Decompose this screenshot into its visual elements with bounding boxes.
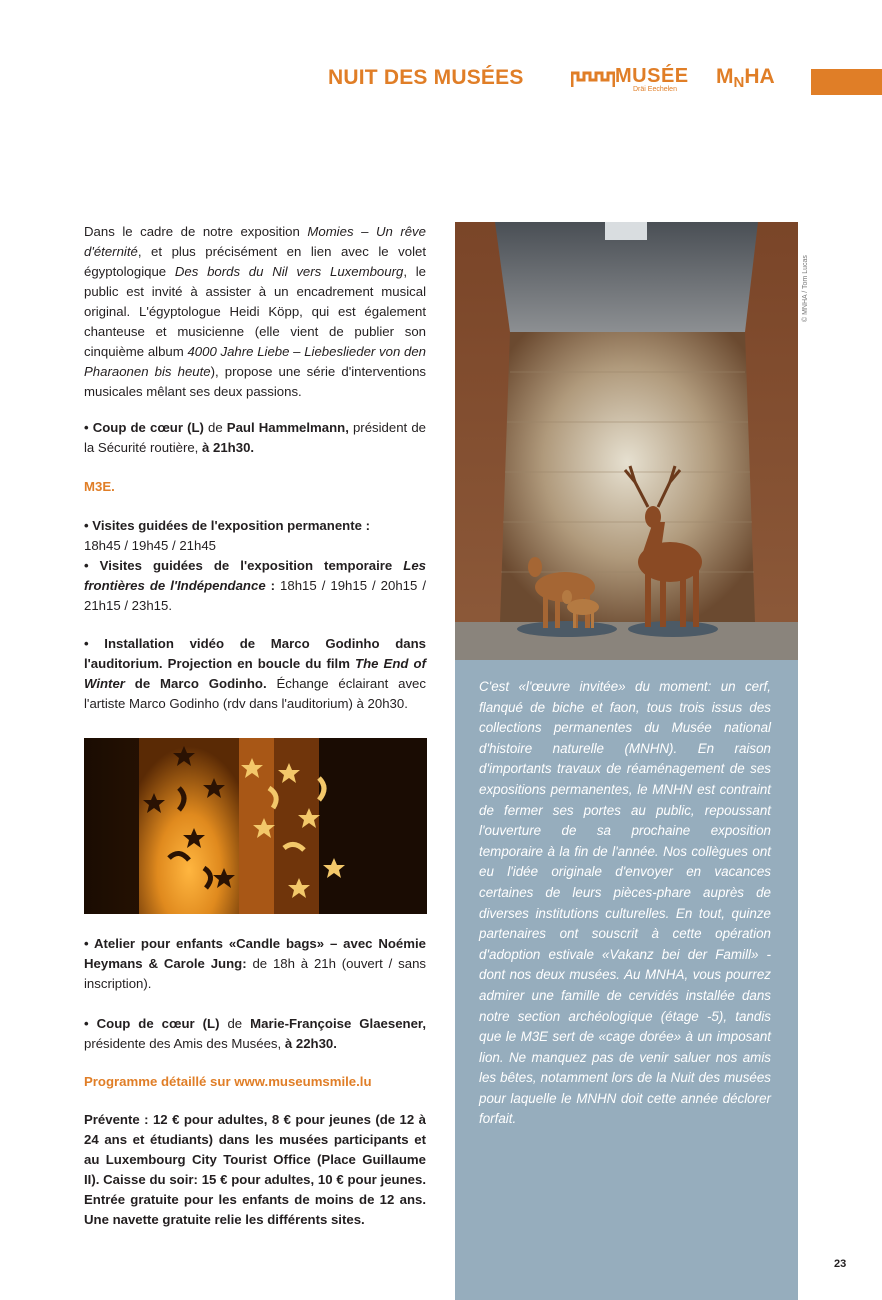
mnha-logo-n: N <box>733 74 745 91</box>
section-title: NUIT DES MUSÉES <box>328 66 524 89</box>
musee-logo-sub: Dräi Eechelen <box>633 86 677 93</box>
intro-paragraph: Dans le cadre de notre exposition Momies – Un rêve d'éternité, et plus précisément en lien avec le volet égyptologique Des bords du Nil vers Luxembourg, le public est invité à assister à un encadrement musical original. L'égyptologue Heidi Köpp, qui est également chanteuse et musicienne (elle vient de publier son cinquième album 4000 Jahre Liebe – Liebeslieder von den Pharaonen bis heute), propose une série d'interventions musicales mêlant ses deux passions. <box>84 224 427 399</box>
deer-exhibit-photo <box>455 222 798 660</box>
programme-link[interactable]: Programme détaillé sur www.museumsmile.lu <box>84 1074 372 1089</box>
page-number: 23 <box>834 1258 847 1270</box>
sidebar-text: C'est «l'œuvre invitée» du moment: un cerf, flanqué de biche et faon, tous trois issus des collections permanentes du Musée national d'histoire naturelle (MNHN). En raison d'importants travaux de réaménagement de ses expositions permanentes, le MNHN est contraint de fermer ses portes au public, repoussant l'ouverture de sa prochaine exposition temporaire à la fin de l'année. Nos collègues ont eu l'idée originale d'envoyer en vacances certaines de leurs pièces-phare auprès de diverses institutions culturelles. En tout, quinze partenaires ont souscrit à cette opération d'adoption estivale «Vakanz bei der Famill» - dont nos deux musées. Au MNHA, vous pourrez admirer une famille de cervidés installée dans notre section archéologique (étage -5), tandis que le M3E sert de «cage dorée» à un imposant lion. Ne manquez pas de venir saluer nos amis les bêtes, notamment lors de la Nuit des musées pour laquelle le MNHN doit cette année déclorer forfait. <box>479 679 771 1127</box>
installation-video: • Installation vidéo de Marco Godinho dans l'auditorium. Projection en boucle du film The End of Winter de Marco Godinho. Échange éclairant avec l'artiste Marco Godinho (rdv dans l'auditorium) à 20h30. <box>84 636 426 711</box>
coup-de-coeur-glaesener: • Coup de cœur (L) de Marie-Françoise Glaesener, présidente des Amis des Musées, à 22h30. <box>84 1016 426 1051</box>
mnha-logo-m: M <box>716 65 734 88</box>
mnha-logo-ha: HA <box>744 65 775 88</box>
header-accent-bar <box>811 69 882 95</box>
musee-logo <box>571 66 701 96</box>
atelier-enfants: • Atelier pour enfants «Candle bags» – avec Noémie Heymans & Carole Jung: de 18h à 21h (ouvert / sans inscription). <box>84 936 426 991</box>
candle-bag-photo <box>84 738 427 914</box>
visites-permanente: • Visites guidées de l'exposition permanente : 18h45 / 19h45 / 21h45 <box>84 518 370 553</box>
photo-credit: © MNHA / Tom Lucas <box>802 255 809 322</box>
visites-temporaire: • Visites guidées de l'exposition temporaire Les frontières de l'Indépendance : 18h15 / 19h15 / 20h15 / 21h15 / 23h15. <box>84 558 426 613</box>
mnha-logo <box>716 65 775 89</box>
coup-de-coeur-hammelmann: • Coup de cœur (L) de Paul Hammelmann, président de la Sécurité routière, à 21h30. <box>84 420 426 455</box>
musee-logo-word: MUSÉE <box>615 65 689 87</box>
prevente-paragraph: Prévente : 12 € pour adultes, 8 € pour jeunes (de 12 à 24 ans et étudiants) dans les musées participants et au Luxembourg City Tourist Office (Place Guillaume II). Caisse du soir: 15 € pour adultes, 10 € pour jeunes. Entrée gratuite pour les enfants de moins de 12 ans. Une navette gratuite relie les différents sites. <box>84 1112 426 1227</box>
m3e-heading: M3E. <box>84 479 115 494</box>
fortress-icon <box>571 69 615 91</box>
page-header <box>0 66 882 96</box>
